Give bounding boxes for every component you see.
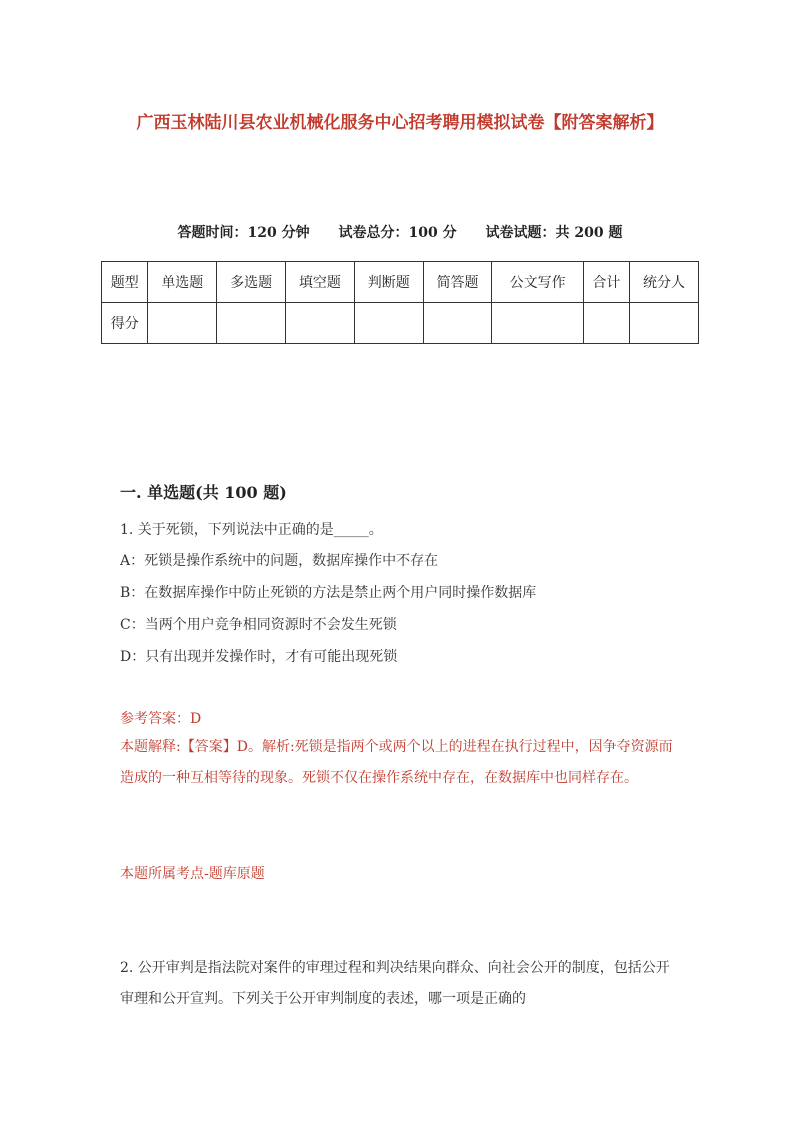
- score-header-multi: 多选题: [217, 262, 286, 303]
- score-header-judge: 判断题: [354, 262, 423, 303]
- question-1-stem: 1. 关于死锁，下列说法中正确的是_____。: [120, 522, 383, 538]
- question-1-source: 本题所属考点-题库原题: [120, 866, 265, 882]
- question-1-option-a: A：死锁是操作系统中的问题，数据库操作中不存在: [120, 553, 439, 569]
- score-header-grader: 统分人: [630, 262, 699, 303]
- score-cell: [148, 303, 217, 344]
- score-cell: [583, 303, 629, 344]
- score-cell: [492, 303, 583, 344]
- score-cell: [286, 303, 355, 344]
- score-header-total: 合计: [583, 262, 629, 303]
- score-header-fill: 填空题: [286, 262, 355, 303]
- question-1-answer: 参考答案：D: [120, 711, 202, 727]
- score-row-label: 得分: [102, 303, 148, 344]
- score-header-single: 单选题: [148, 262, 217, 303]
- question-1-option-d: D：只有出现并发操作时，才有可能出现死锁: [120, 649, 398, 665]
- section-title: 一. 单选题(共 100 题): [120, 483, 287, 502]
- question-2-stem: 2. 公开审判是指法院对案件的审理过程和判决结果向群众、向社会公开的制度，包括公开审理和公开宣判。下列关于公开审判制度的表述，哪一项是正确的: [120, 960, 670, 1007]
- document-title: 广西玉林陆川县农业机械化服务中心招考聘用模拟试卷【附答案解析】: [136, 113, 664, 133]
- question-1-option-b: B：在数据库操作中防止死锁的方法是禁止两个用户同时操作数据库: [120, 585, 537, 601]
- score-header-writing: 公文写作: [492, 262, 583, 303]
- score-header-short: 简答题: [423, 262, 492, 303]
- score-header-type: 题型: [102, 262, 148, 303]
- exam-question-count: 试卷试题：共 200 题: [485, 225, 623, 241]
- question-1-option-c: C：当两个用户竞争相同资源时不会发生死锁: [120, 617, 397, 633]
- exam-time: 答题时间：120 分钟: [177, 225, 310, 241]
- score-cell: [354, 303, 423, 344]
- score-cell: [423, 303, 492, 344]
- exam-total-score: 试卷总分：100 分: [338, 225, 457, 241]
- score-cell: [630, 303, 699, 344]
- score-table-header-row: [102, 262, 699, 303]
- score-table: [101, 261, 699, 344]
- question-1-explanation: 本题解释:【答案】D。解析:死锁是指两个或两个以上的进程在执行过程中，因争夺资源而造成的一种互相等待的现象。死锁不仅在操作系统中存在，在数据库中也同样存在。: [120, 739, 673, 786]
- score-table-score-row: [102, 303, 699, 344]
- score-cell: [217, 303, 286, 344]
- exam-meta: [0, 222, 800, 242]
